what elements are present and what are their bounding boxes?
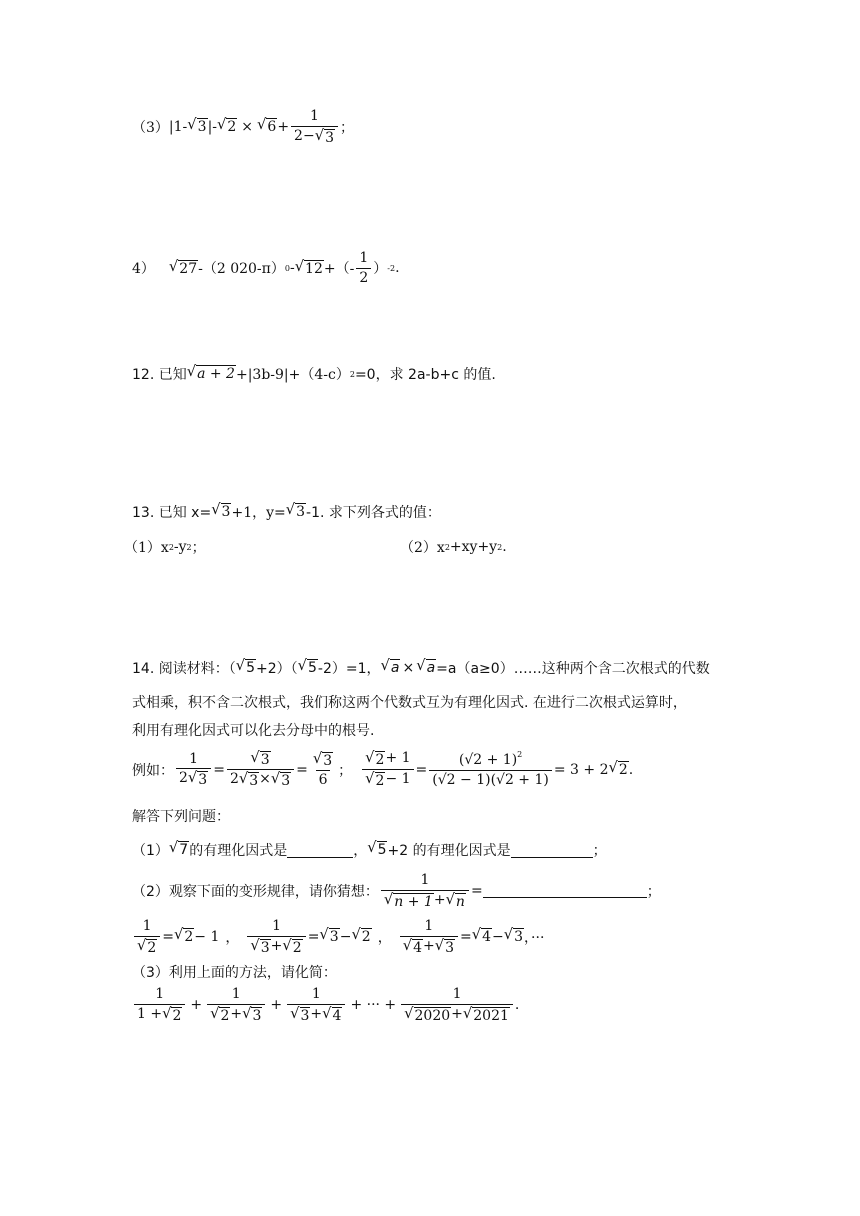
q13-sub2 (400, 537, 507, 557)
radicand: 3 (260, 752, 270, 768)
minus: − (302, 127, 315, 144)
text: 2 (179, 770, 188, 787)
q11-4-label: 4） (132, 261, 155, 278)
denominator (291, 126, 338, 146)
sqrt: √ 7 (168, 839, 189, 859)
sqrt: √ 4 (471, 926, 492, 946)
sqrt: √ a + 2 (186, 363, 235, 383)
text: 2 (294, 127, 303, 144)
minus: - (212, 118, 218, 135)
radicand: 6 (267, 119, 277, 136)
sqrt: √ 3 (250, 749, 270, 768)
fraction (247, 918, 305, 956)
radicand: 7 (179, 842, 189, 859)
radicand: 2 (220, 1007, 230, 1024)
q14-solve: 解答下列问题： (132, 809, 230, 825)
text: =0，求 2a-b+c 的值. (354, 367, 496, 383)
sqrt: √ 3 (187, 769, 208, 789)
denominator: √ 4 + √ 3 (400, 936, 458, 956)
text: ； (592, 843, 607, 859)
text: ， (225, 929, 240, 946)
text: . (502, 539, 507, 555)
numerator: 1 (420, 872, 430, 888)
text: − 1 (385, 771, 411, 788)
sqrt: √ 6 (257, 116, 277, 136)
text: ， (353, 843, 368, 859)
times: × (241, 118, 254, 135)
fraction (401, 986, 513, 1024)
denominator: √ 3 + √ 2 (247, 936, 305, 956)
sqrt: √ 2 (217, 116, 237, 136)
radicand: a (426, 660, 436, 677)
q14-p1 (132, 840, 607, 860)
equals: = (213, 761, 225, 778)
fraction (176, 751, 211, 789)
q14-line2: 式相乘，积不含二次根式，我们称这两个代数式互为有理化因式. 在进行二次根式运算时， (132, 695, 687, 711)
radicand: 3 (281, 773, 291, 790)
exponent: 0 (284, 263, 290, 273)
numerator: 1 (231, 986, 241, 1002)
exponent: 2 (168, 542, 174, 552)
text: + ··· + (350, 996, 397, 1013)
denominator: √ 3 + √ 4 (287, 1004, 345, 1024)
radicand: 5 (246, 660, 255, 677)
radicand: 3 (445, 939, 455, 956)
fraction (362, 750, 413, 789)
denominator (134, 1004, 185, 1024)
text: +|3b-9|+（4-c） (235, 367, 350, 383)
sqrt: √ 3 (250, 936, 270, 956)
equals: = (162, 928, 175, 945)
radicand: 5 (377, 842, 387, 859)
abs-close: | (207, 118, 213, 135)
fraction (287, 986, 345, 1024)
denominator: (√2 − 1)(√2 + 1) (429, 770, 552, 789)
sqrt: √ 3 (211, 501, 231, 521)
radicand: 3 (249, 773, 259, 790)
radicand: 2 (361, 929, 371, 946)
numerator: 1 (142, 918, 152, 934)
denominator: 6 (316, 770, 331, 789)
radicand: 2 (618, 762, 628, 779)
radicand: 3 (296, 504, 306, 521)
equals: = (460, 928, 472, 945)
text: + 1 (385, 750, 411, 766)
text: . (628, 761, 634, 778)
radicand: 3 (197, 119, 207, 136)
sqrt: √ 27 (168, 257, 198, 277)
q14-p2 (132, 872, 661, 910)
text: （1） (132, 843, 169, 859)
text: +1，y= (231, 505, 286, 521)
sqrt: √ 3 (187, 116, 207, 136)
question-prefix: 13. 已知 x= (132, 505, 212, 521)
denominator: √ 2 + √ 3 (207, 1004, 265, 1024)
sqrt: √ 3 (290, 1004, 310, 1024)
fraction (356, 250, 371, 287)
sqrt: √ 4 (322, 1004, 342, 1024)
minus: - (289, 260, 295, 277)
exponent: -2 (387, 263, 396, 273)
sqrt: √ 2 (351, 926, 371, 946)
numerator (247, 750, 273, 769)
numerator: 1 (272, 918, 281, 934)
text: = 3 + 2 (553, 761, 609, 778)
denominator (227, 769, 294, 789)
answer-blank-3[interactable] (483, 883, 647, 898)
plus: + (277, 118, 290, 135)
numerator: 1 (359, 250, 369, 266)
text: =a（a≥0）……这种两个含二次根式的代数 (436, 661, 710, 677)
radicand: 5 (308, 660, 317, 677)
times: × (402, 660, 415, 676)
radicand: 2 (184, 929, 194, 946)
q11-part3 (132, 108, 354, 146)
q13-sub1 (124, 537, 206, 557)
radicand: 3 (252, 1007, 262, 1024)
denominator: 2 (356, 268, 371, 287)
radicand: 2 (227, 119, 237, 136)
radicand: 2021 (473, 1007, 509, 1024)
radicand: 2 (375, 752, 385, 768)
text: ； (339, 119, 354, 136)
q11-part4 (132, 250, 400, 287)
radicand: 2 (292, 939, 302, 956)
sqrt: √ 2 (174, 926, 194, 946)
numerator: 1 (452, 986, 462, 1002)
fraction (400, 918, 458, 956)
text: （1）x (124, 540, 169, 556)
numerator: 1 (155, 986, 165, 1002)
equals: = (470, 882, 483, 899)
numerator: 1 (424, 918, 434, 934)
text: +2）（ (256, 661, 298, 677)
sqrt: √ 4 (402, 936, 422, 956)
denominator (381, 890, 469, 910)
sqrt: √ 2021 (462, 1004, 509, 1024)
text: （2）观察下面的变形规律，请你猜想： (132, 883, 379, 900)
sqrt: √ 3 (319, 926, 339, 946)
radicand: 4 (413, 939, 422, 956)
q14-line3: 利用有理化因式可以化去分母中的根号. (132, 723, 375, 739)
denominator (362, 769, 413, 789)
text: 2 (229, 771, 239, 788)
radicand: 3 (514, 929, 524, 946)
text: +（- (323, 261, 355, 278)
radicand: 2 (375, 773, 385, 790)
fraction (381, 872, 469, 910)
text: 14. 阅读材料：（ (132, 661, 236, 677)
radicand: 4 (482, 929, 492, 946)
exponent: 2 (349, 369, 355, 379)
sqrt: √ a (380, 657, 400, 677)
radicand: 3 (329, 929, 339, 946)
exponent: 2 (517, 750, 523, 760)
sqrt: √ 12 (294, 257, 323, 277)
fraction (134, 918, 160, 956)
equals: = (296, 761, 308, 778)
text: ， (377, 929, 392, 946)
text: -2）=1， (317, 661, 381, 677)
exponent: 2 (186, 542, 192, 552)
text: ； (191, 540, 206, 556)
sqrt: √ n (445, 890, 465, 910)
sqrt: √ 3 (312, 749, 333, 769)
numerator: 1 (310, 108, 319, 124)
text: （2）x (400, 540, 445, 556)
text: ，··· (524, 929, 545, 946)
text: 1 + (137, 1005, 163, 1022)
exponent: 2 (497, 542, 503, 552)
sqrt: √ 3 (242, 1004, 262, 1024)
radicand: n (455, 893, 465, 910)
fraction (134, 986, 185, 1024)
numerator (456, 750, 525, 770)
question-prefix: 12. 已知 (132, 367, 187, 383)
sqrt: √ 3 (238, 770, 259, 790)
fraction (227, 750, 294, 789)
radicand: 3 (300, 1007, 310, 1024)
radicand: 3 (323, 752, 333, 769)
sqrt: √ 2020 (404, 1004, 451, 1024)
sqrt: √ 2 (137, 936, 157, 956)
sqrt: √ 2 (608, 759, 628, 779)
denominator (176, 768, 211, 788)
q14-intro (132, 658, 710, 678)
plus: + (433, 891, 446, 908)
sqrt: √ 5 (367, 839, 387, 859)
sqrt: √ 3 (270, 770, 291, 790)
text: +2 的有理化因式是 (387, 843, 511, 859)
numerator: 1 (189, 750, 199, 767)
radicand: 3 (260, 939, 270, 956)
text: -（2 020-π） (198, 261, 285, 278)
sqrt: √ 3 (285, 501, 306, 521)
sqrt: √ 2 (365, 770, 385, 790)
radicand: 2 (147, 939, 157, 956)
q13 (132, 502, 441, 522)
text: ； (646, 883, 661, 900)
sqrt: √ 3 (314, 126, 334, 146)
radicand: 3 (221, 504, 231, 521)
sqrt: √ 2 (162, 1004, 182, 1024)
radicand: 27 (179, 260, 198, 277)
sqrt: √ 5 (235, 657, 255, 677)
text: . (395, 260, 400, 277)
radicand: 2020 (414, 1007, 451, 1024)
text: +xy+y (449, 539, 498, 555)
text: ） (373, 261, 388, 278)
sqrt: √ 2 (210, 1004, 230, 1024)
q14-sum: 1 1 + √ 2 + 1 √ 2 + √ 3 + 1 √ 3 + √ 4 + ··· + 1 √ 2020 + √ 2021 . (132, 986, 519, 1024)
text: -y (173, 539, 187, 555)
q14-example (132, 750, 633, 789)
text: 1- (173, 118, 188, 135)
numerator (362, 750, 413, 769)
radicand: 2 (172, 1007, 182, 1024)
fraction (291, 108, 338, 146)
sqrt: √ n + 1 (383, 890, 433, 910)
abs-open: | (168, 118, 174, 135)
numerator: 1 (311, 986, 321, 1002)
text: (√2 + 1) (458, 752, 518, 769)
sqrt: √ 2 (365, 749, 385, 768)
radicand: 3 (198, 772, 208, 789)
radicand: a + 2 (197, 366, 235, 383)
q11-3-label: （3） (132, 119, 169, 136)
radicand: n + 1 (394, 893, 433, 910)
sqrt: √ 2 (282, 936, 302, 956)
sqrt: √ 3 (434, 936, 455, 956)
equals: = (307, 928, 320, 945)
q14-p3: （3）利用上面的方法，请化简： (132, 965, 337, 981)
q12 (132, 364, 496, 384)
denominator (134, 936, 160, 956)
text: ； (338, 762, 353, 779)
exponent: 2 (444, 542, 450, 552)
times: × (259, 771, 271, 788)
text: 的有理化因式是 (189, 843, 288, 859)
denominator: √ 2020 + √ 2021 (401, 1004, 513, 1024)
fraction (310, 751, 336, 789)
numerator (310, 751, 336, 770)
sqrt: √ a (416, 657, 436, 677)
q14-patterns: 1 √ 2 = √ 2 − 1 ， 1 √ 3 + √ 2 = √ 3 − √ 2 ， 1 √ 4 + √ 3 = √ 4 − √ 3 ，··· (132, 918, 544, 956)
fraction (429, 750, 552, 789)
radicand: a (390, 660, 400, 677)
radicand: 12 (305, 260, 323, 277)
fraction (207, 986, 265, 1024)
answer-blank-2[interactable] (511, 843, 593, 858)
answer-blank-1[interactable] (287, 843, 353, 858)
radicand: 3 (325, 129, 334, 146)
example-label: 例如： (132, 762, 174, 779)
text: . (514, 996, 520, 1013)
text: − 1 (194, 928, 220, 945)
sqrt: √ 5 (297, 657, 317, 677)
equals: = (415, 761, 428, 778)
radicand: 4 (332, 1007, 342, 1024)
sqrt: √ 3 (503, 926, 524, 946)
text: -1. 求下列各式的值： (306, 505, 441, 521)
